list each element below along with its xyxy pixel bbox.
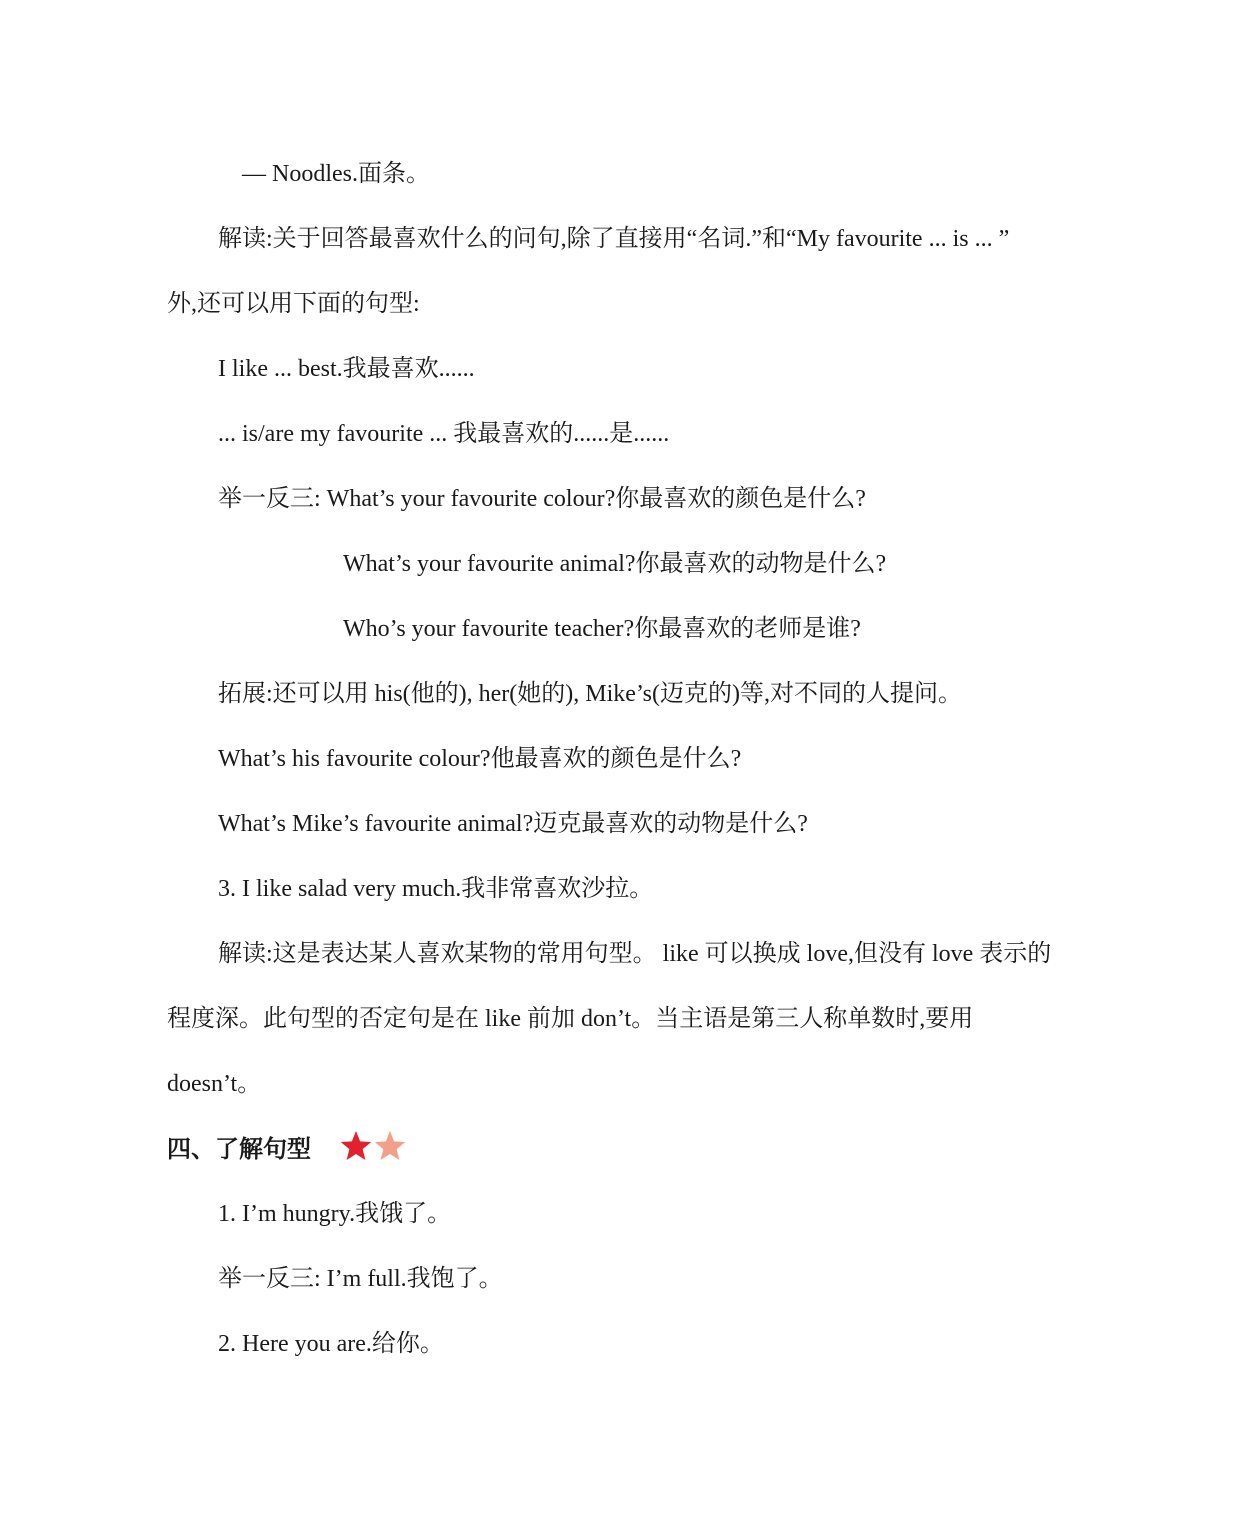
text-line-8: Who’s your favourite teacher?你最喜欢的老师是谁? xyxy=(343,616,861,642)
section-line-1: 1. I’m hungry.我饿了。 xyxy=(218,1201,452,1227)
text-line-14: 程度深。此句型的否定句是在 like 前加 don’t。当主语是第三人称单数时,要用 xyxy=(167,1006,974,1032)
text-line-13: 解读:这是表达某人喜欢某物的常用句型。 like 可以换成 love,但没有 love 表示的 xyxy=(218,941,1052,967)
star-icon xyxy=(375,1131,405,1160)
star-icon xyxy=(341,1131,371,1160)
text-line-11: What’s Mike’s favourite animal?迈克最喜欢的动物是什么? xyxy=(218,811,808,837)
text-line-2: 解读:关于回答最喜欢什么的问句,除了直接用“名词.”和“My favourite ... is ... ” xyxy=(218,226,1010,252)
section-line-3: 2. Here you are.给你。 xyxy=(218,1331,444,1357)
text-line-5: ... is/are my favourite ... 我最喜欢的......是...... xyxy=(218,421,670,447)
text-line-9: 拓展:还可以用 his(他的), her(她的), Mike’s(迈克的)等,对不同的人提问。 xyxy=(218,681,962,707)
text-line-12: 3. I like salad very much.我非常喜欢沙拉。 xyxy=(218,876,654,902)
difficulty-stars xyxy=(338,1129,410,1163)
stars-graphic xyxy=(338,1129,410,1163)
text-line-1: — Noodles.面条。 xyxy=(242,161,430,187)
text-line-7: What’s your favourite animal?你最喜欢的动物是什么? xyxy=(343,551,887,577)
text-line-15: doesn’t。 xyxy=(167,1071,262,1097)
text-line-6: 举一反三: What’s your favourite colour?你最喜欢的颜色是什么? xyxy=(218,486,866,512)
text-line-10: What’s his favourite colour?他最喜欢的颜色是什么? xyxy=(218,746,742,772)
section-title: 四、了解句型 xyxy=(167,1135,311,1163)
text-line-3: 外,还可以用下面的句型: xyxy=(167,291,420,317)
text-line-4: I like ... best.我最喜欢...... xyxy=(218,356,475,382)
section-line-2: 举一反三: I’m full.我饱了。 xyxy=(218,1266,503,1292)
